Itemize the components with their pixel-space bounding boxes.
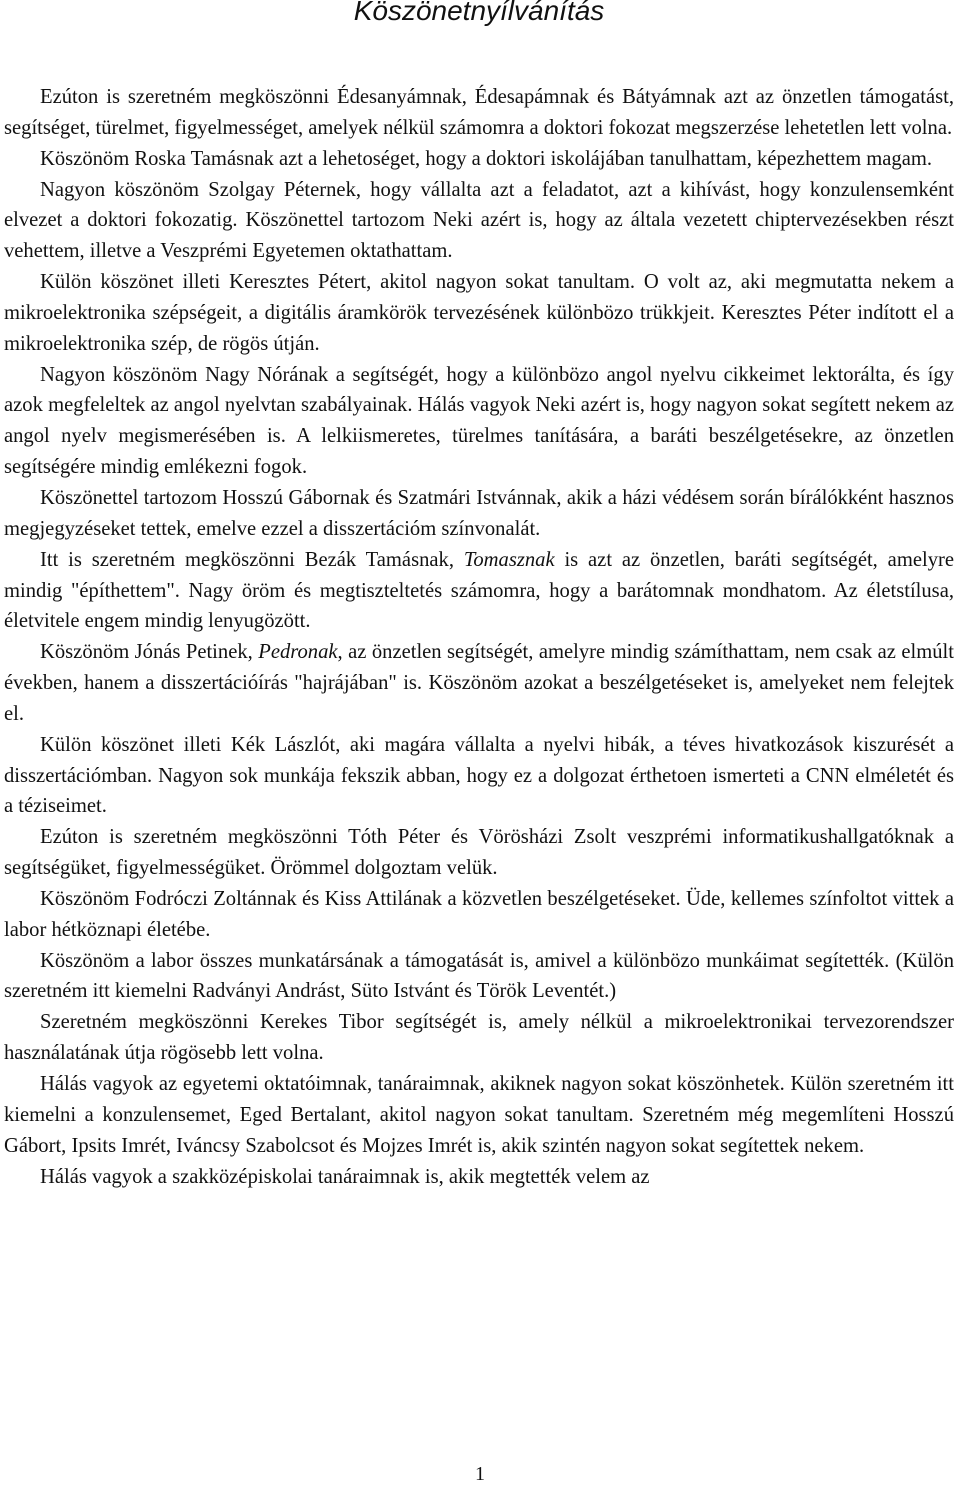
page-title: Köszönetnyílvánítás (353, 0, 605, 26)
paragraph (4, 1069, 954, 1162)
paragraph (4, 884, 954, 946)
paragraph (4, 360, 954, 483)
paragraph-text: Nagyon köszönöm Szolgay Péternek, hogy vállalta azt a feladatot, azt a kihívást, hogy konzulensemként elvezet a doktori fokozatig. Köszönettel tartozom Neki azért is, hogy az általa vezetett chiptervezésekben részt vehettem, illetve a Veszprémi Egyetemen oktathattam. (4, 178, 954, 263)
paragraph-text: Hálás vagyok a szakközépiskolai tanáraimnak is, akik megtették velem az (40, 1165, 650, 1188)
paragraph (4, 637, 954, 730)
italic-nickname: Pedronak (258, 641, 338, 664)
paragraph (4, 267, 954, 360)
document-body (4, 82, 954, 1192)
paragraph-text: Ezúton is szeretném megköszönni Édesanyámnak, Édesapámnak és Bátyámnak azt az önzetlen támogatást, segítséget, türelmet, figyelmességet, amelyek nélkül számomra a doktori fokozat megszerzése lehetetlen lett volna. (4, 86, 954, 139)
paragraph-text: Külön köszönet illeti Kék Lászlót, aki magára vállalta a nyelvi hibák, a téves hivatkozások kiszurését a disszertációmban. Nagyon sok munkája fekszik abban, hogy ez a dolgozat érthetoen ismerteti a CNN elméletét és a téziseimet. (4, 733, 954, 818)
paragraph (4, 144, 954, 175)
paragraph-text: Köszönöm Jónás Petinek, (40, 641, 259, 664)
paragraph-text: Külön köszönet illeti Keresztes Pétert, akitol nagyon sokat tanultam. O volt az, aki megmutatta nekem a mikroelektronika szépségeit, a digitális áramkörök tervezésének különbözo trükkjeit. Keresztes Péter indított el a mikroelektronika szép, de rögös útján. (4, 271, 954, 355)
paragraph-text: Itt is szeretném megköszönni Bezák Tamásnak, (40, 548, 464, 571)
page-number: 1 (475, 1463, 485, 1485)
paragraph (4, 483, 954, 545)
paragraph-text: Nagyon köszönöm Nagy Nórának a segítségét, hogy a különbözo angol nyelvu cikkeimet lektorálta, és így azok megfeleltek az angol nyelvtan szabályainak. Hálás vagyok Neki azért is, hogy nagyon sokat segített nekem az angol nyelv megismerésében is. A lelkiismeretes, türelmes tanítására, a baráti beszélgetésekre, az önzetlen segítségére mindig emlékezni fogok. (4, 363, 954, 479)
paragraph (4, 946, 954, 1008)
paragraph (4, 1162, 954, 1193)
paragraph (4, 730, 954, 823)
paragraph-text: Köszönöm Fodróczi Zoltánnak és Kiss Attilának a közvetlen beszélgetéseket. Üde, kellemes színfoltot vittek a labor hétköznapi életébe. (4, 887, 954, 941)
paragraph (4, 175, 954, 268)
paragraph-text: Köszönöm a labor összes munkatársának a támogatását is, amivel a különbözo munkáimat segítették. (Külön szeretném itt kiemelni Radványi Andrást, Süto Istvánt és Török Leventét.) (4, 949, 954, 1003)
paragraph-text: Köszönettel tartozom Hosszú Gábornak és Szatmári Istvánnak, akik a házi védésem során bírálókként hasznos megjegyzéseket tettek, emelve ezzel a disszertációm színvonalát. (4, 486, 954, 540)
paragraph (4, 82, 954, 144)
paragraph-text: Hálás vagyok az egyetemi oktatóimnak, tanáraimnak, akiknek nagyon sokat köszönhetek. Külön szeretném itt kiemelni a konzulensemet, Eged Bertalant, akitol nagyon sokat tanultam. Szeretném még megemlíteni Hosszú Gábort, Ipsits Imrét, Iváncsy Szabolcsot és Mojzes Imrét is, akik szintén nagyon sokat segítettek nekem. (4, 1073, 954, 1157)
italic-nickname: Tomasznak (463, 548, 555, 571)
paragraph (4, 1007, 954, 1069)
paragraph-text: Köszönöm Roska Tamásnak azt a lehetoséget, hogy a doktori iskolájában tanulhattam, képezhettem magam. (40, 147, 933, 170)
paragraph (4, 822, 954, 884)
paragraph-text: , az önzetlen segítségét, amelyre mindig számíthattam, nem csak az elmúlt években, hanem a disszertációírás "hajrájában" is. Köszönöm azokat a beszélgetéseket is, amelyeket nem felejtek el. (4, 641, 954, 725)
paragraph-text: Ezúton is szeretném megköszönni Tóth Péter és Vörösházi Zsolt veszprémi informatikushallgatóknak a segítségüket, figyelmességüket. Örömmel dolgoztam velük. (4, 826, 954, 880)
paragraph-text: is azt az önzetlen, baráti segítségét, amelyre mindig "építhettem". Nagy öröm és megtiszteltetés számomra, hogy a barátomnak mondhatom. Az életstílusa, életvitele engem mindig lenyugözött. (4, 548, 954, 633)
paragraph (4, 545, 954, 638)
paragraph-text: Szeretném megköszönni Kerekes Tibor segítségét is, amely nélkül a mikroelektronikai tervezorendszer használatának útja rögösebb lett volna. (4, 1011, 954, 1065)
